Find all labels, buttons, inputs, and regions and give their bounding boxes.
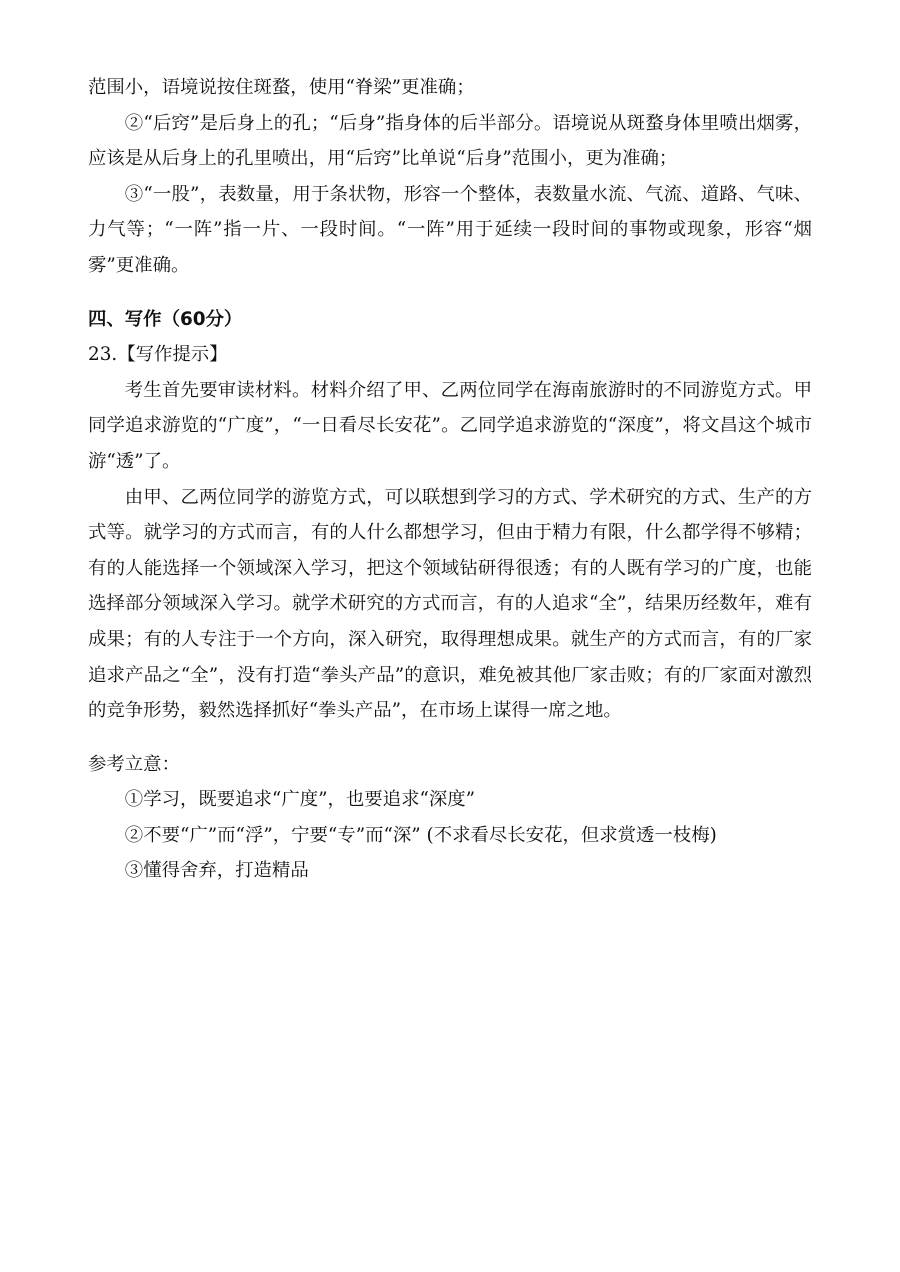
writing-hint-paragraph-2: 由甲、乙两位同学的游览方式，可以联想到学习的方式、学术研究的方式、生产的方式等。就学习的方式而言，有的人什么都想学习，但由于精力有限，什么都学得不够精；有的人能选择一个领域深入学习，把这个领域钻研得很透；有的人既有学习的广度，也能选择部分领域深入学习。就学术研究的方式而言，有的人追求“全”，结果历经数年，难有成果；有的人专注于一个方向，深入研究，取得理想成果。就生产的方式而言，有的厂家追求产品之“全”，没有打造“拳头产品”的意识，难免被其他厂家击败；有的厂家面对激烈的竞争形势，毅然选择抓好“拳头产品”，在市场上谋得一席之地。: [88, 486, 812, 722]
document-page: [88, 70, 812, 889]
spacer: [88, 729, 812, 747]
reference-label: 参考立意：: [88, 753, 180, 775]
reference-item: ②不要“广”而“浮”，宁要“专”而“深” (不求看尽长安花，但求赏透一枝梅): [124, 824, 717, 846]
continuation-paragraph-1: 范围小，语境说按住斑蝥，使用“脊梁”更准确；: [88, 77, 475, 98]
section-heading: 四、写作（60分）: [88, 308, 243, 330]
continuation-paragraph-3: ③“一股”，表数量，用于条状物，形容一个整体，表数量水流、气流、道路、气味、力气等；“一阵”指一片、一段时间。“一阵”用于延续一段时间的事物或现象，形容“烟雾”更准确。: [88, 183, 812, 276]
reference-item: ①学习，既要追求“广度”，也要追求“深度”: [124, 789, 476, 811]
writing-hint-paragraph-1: 考生首先要审读材料。材料介绍了甲、乙两位同学在海南旅游时的不同游览方式。甲同学追求游览的“广度”，“一日看尽长安花”。乙同学追求游览的“深度”，将文昌这个城市游“透”了。: [88, 379, 812, 472]
spacer: [88, 284, 812, 302]
continuation-paragraph-2: ②“后窍”是后身上的孔；“后身”指身体的后半部分。语境说从斑蝥身体里喷出烟雾，应该是从后身上的孔里喷出，用“后窍”比单说“后身”范围小，更为准确；: [88, 112, 812, 170]
question-label: 23.【写作提示】: [88, 344, 228, 366]
reference-item: ③懂得舍弃，打造精品: [124, 860, 309, 882]
